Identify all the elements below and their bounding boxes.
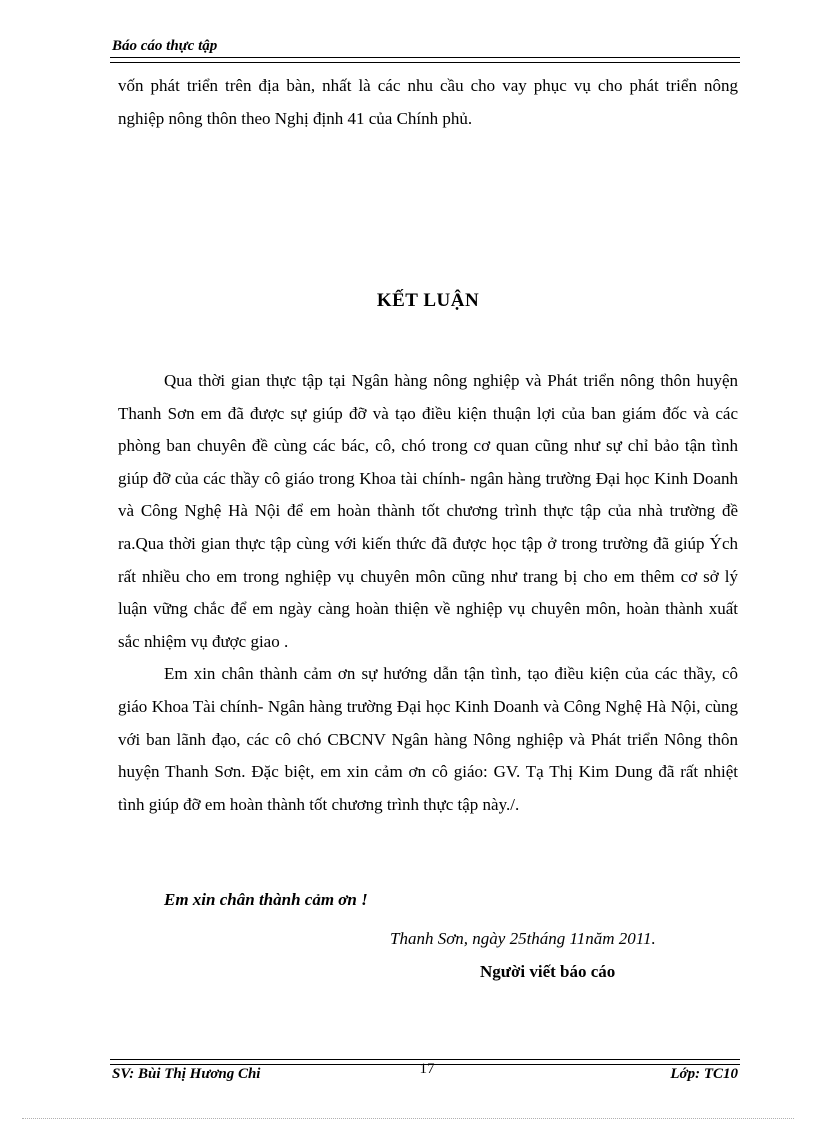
page-bottom-border (22, 1118, 794, 1119)
footer-student: SV: Bùi Thị Hương Chi (112, 1066, 261, 1082)
carryover-paragraph: vốn phát triển trên địa bàn, nhất là các nhu cầu cho vay phục vụ cho phát triển nông nghiệp nông thôn theo Nghị định 41 của Chính phủ. (118, 76, 738, 128)
header-title: Báo cáo thực tập (112, 38, 218, 54)
footer-class: Lớp: TC10 (670, 1066, 738, 1082)
conclusion-paragraph-1: Qua thời gian thực tập tại Ngân hàng nông nghiệp và Phát triển nông thôn huyện Thanh Sơn em đã được sự giúp đỡ và tạo điều kiện thuận lợi của ban giám đốc và các phòng ban chuyên đề cùng các bác, cô, chó trong cơ quan cũng như sự chỉ bảo tận tình giúp đỡ của các thầy cô giáo trong Khoa tài chính- ngân hàng trường Đại học Kinh Doanh và Công Nghệ Hà Nội để em hoàn thành tốt chương trình thực tập của nhà trường đề ra.Qua thời gian thực tập cùng với kiến thức đã được học tập ở trong trường đã giúp Ých rất nhiều cho em trong nghiệp vụ chuyên môn cũng như trang bị cho em thêm cơ sở lý luận vững chắc để em ngày càng hoàn thiện về nghiệp vụ chuyên môn, hoàn thành xuất sắc nhiệm vụ được giao . (118, 371, 738, 651)
conclusion-body (118, 365, 738, 821)
place-date: Thanh Sơn, ngày 25tháng 11năm 2011. (390, 929, 656, 948)
conclusion-paragraph-2: Em xin chân thành cảm ơn sự hướng dẫn tận tình, tạo điều kiện của các thầy, cô giáo Khoa Tài chính- Ngân hàng trường Đại học Kinh Doanh và Công Nghệ Hà Nội, cùng với ban lãnh đạo, các cô chó CBCNV Ngân hàng Nông nghiệp và Phát triển Nông thôn huyện Thanh Sơn. Đặc biệt, em xin cảm ơn cô giáo: GV. Tạ Thị Kim Dung đã rất nhiệt tình giúp đỡ em hoàn thành tốt chương trình thực tập này./. (118, 664, 738, 814)
carryover-section (118, 70, 738, 135)
signer-label: Người viết báo cáo (480, 962, 616, 981)
section-heading: KẾT LUẬN (376, 290, 480, 311)
page-number: 17 (419, 1061, 435, 1077)
thanks-line: Em xin chân thành cảm ơn ! (164, 890, 368, 909)
header-divider (110, 57, 740, 63)
